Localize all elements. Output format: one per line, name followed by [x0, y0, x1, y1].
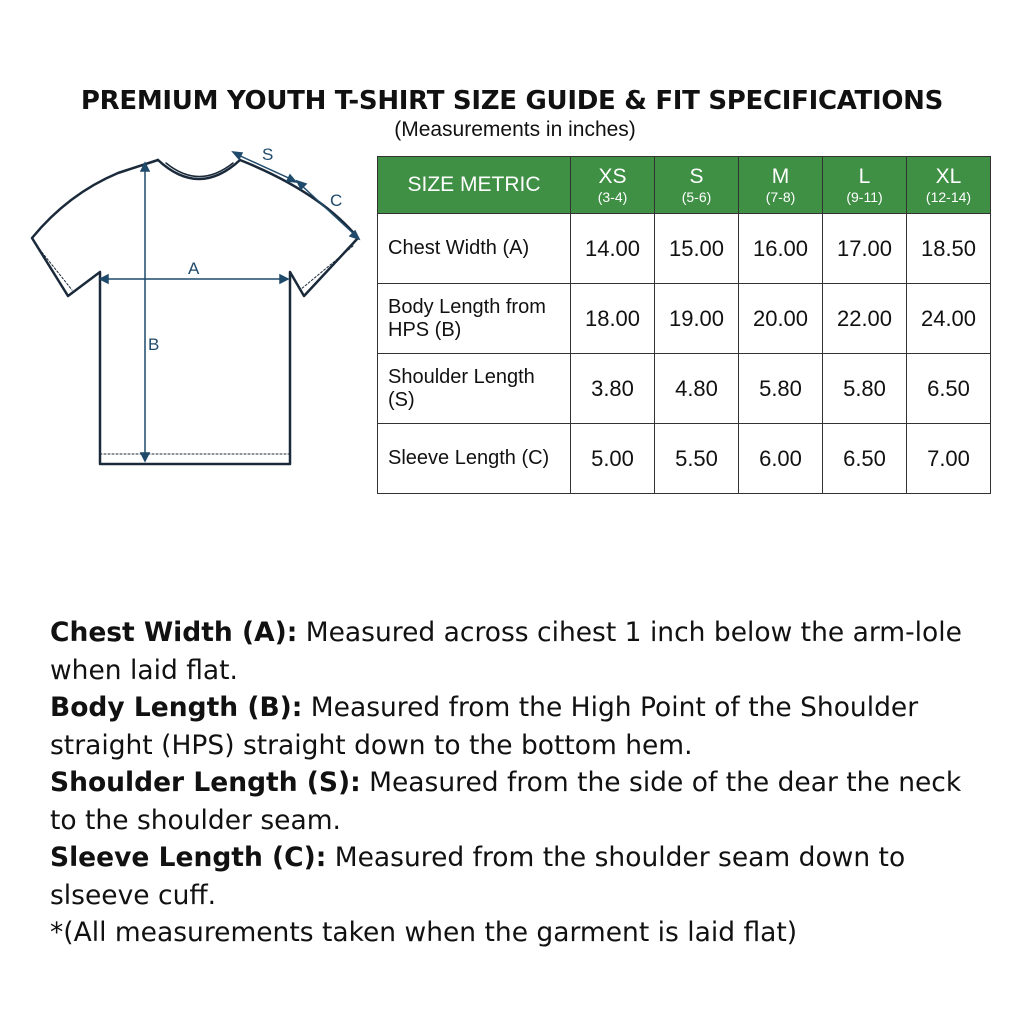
label-a: A	[188, 259, 200, 278]
size-header-m	[739, 157, 823, 214]
size-header-l	[823, 157, 907, 214]
table-row	[378, 284, 991, 354]
definition-term: Shoulder Length (S):	[50, 767, 361, 798]
table-row	[378, 214, 991, 284]
table-row	[378, 424, 991, 494]
table-cell: 22.00	[823, 284, 907, 354]
size-age: (12-14)	[925, 188, 972, 205]
table-cell: 17.00	[823, 214, 907, 284]
table-cell: 20.00	[739, 284, 823, 354]
table-cell: 19.00	[655, 284, 739, 354]
label-c: C	[330, 191, 343, 210]
table-cell: 6.50	[823, 424, 907, 494]
table-cell: 6.00	[739, 424, 823, 494]
size-header-xs	[571, 157, 655, 214]
size-age: (7-8)	[765, 188, 796, 205]
table-row	[378, 354, 991, 424]
definition-text: Measured from the shoulder seam down to slseeve cuff.	[50, 842, 906, 911]
size-table	[377, 156, 991, 494]
measurement-definitions	[50, 614, 990, 952]
table-cell: 16.00	[739, 214, 823, 284]
definition-chest-width	[50, 614, 990, 689]
size-name: M	[771, 164, 790, 188]
metric-label: Sleeve Length (C)	[378, 424, 571, 494]
size-metric-header: SIZE METRIC	[378, 157, 571, 214]
definition-shoulder-length	[50, 764, 990, 839]
definition-text: Measured from the High Point of the Shoulder straight (HPS) straight down to the bottom hem.	[50, 692, 919, 761]
size-name: XL	[935, 164, 962, 188]
table-cell: 3.80	[571, 354, 655, 424]
page-subtitle: (Measurements in inches)	[394, 118, 636, 141]
label-s: S	[262, 145, 274, 164]
right-sleeve-cuff	[300, 246, 353, 290]
definition-text: Measured across cihest 1 inch below the arm-lole when laid flat.	[50, 617, 962, 686]
definition-term: Body Length (B):	[50, 692, 303, 723]
table-cell: 14.00	[571, 214, 655, 284]
table-cell: 15.00	[655, 214, 739, 284]
table-cell: 5.00	[571, 424, 655, 494]
table-header-row	[378, 157, 991, 214]
size-age: (9-11)	[846, 188, 883, 205]
page-title: PREMIUM YOUTH T-SHIRT SIZE GUIDE & FIT SPECIFICATIONS	[80, 86, 944, 116]
size-header-xl	[907, 157, 991, 214]
definition-term: Chest Width (A):	[50, 617, 298, 648]
table-cell: 5.50	[655, 424, 739, 494]
size-header-s	[655, 157, 739, 214]
table-cell: 18.00	[571, 284, 655, 354]
t-shirt-outline	[32, 160, 358, 464]
table-cell: 24.00	[907, 284, 991, 354]
size-name: S	[689, 164, 704, 188]
table-cell: 5.80	[823, 354, 907, 424]
t-shirt-diagram	[28, 136, 364, 472]
table-cell: 7.00	[907, 424, 991, 494]
label-b: B	[148, 335, 160, 354]
table-cell: 4.80	[655, 354, 739, 424]
left-sleeve-cuff	[37, 246, 72, 290]
definition-body-length	[50, 689, 990, 764]
definition-sleeve-length	[50, 839, 990, 914]
sleeve-arrow	[300, 184, 356, 236]
footnote: *(All measurements taken when the garment is laid flat)	[50, 917, 798, 948]
size-age: (5-6)	[681, 188, 712, 205]
size-name: L	[858, 164, 871, 188]
metric-label: Body Length from HPS (B)	[378, 284, 571, 354]
metric-label: Chest Width (A)	[378, 214, 571, 284]
size-name: XS	[598, 164, 627, 188]
size-age: (3-4)	[597, 188, 628, 205]
definition-text: Measured from the side of the dear the neck to the shoulder seam.	[50, 767, 962, 836]
table-cell: 6.50	[907, 354, 991, 424]
table-cell: 18.50	[907, 214, 991, 284]
definition-term: Sleeve Length (C):	[50, 842, 327, 873]
metric-label: Shoulder Length (S)	[378, 354, 571, 424]
table-cell: 5.80	[739, 354, 823, 424]
